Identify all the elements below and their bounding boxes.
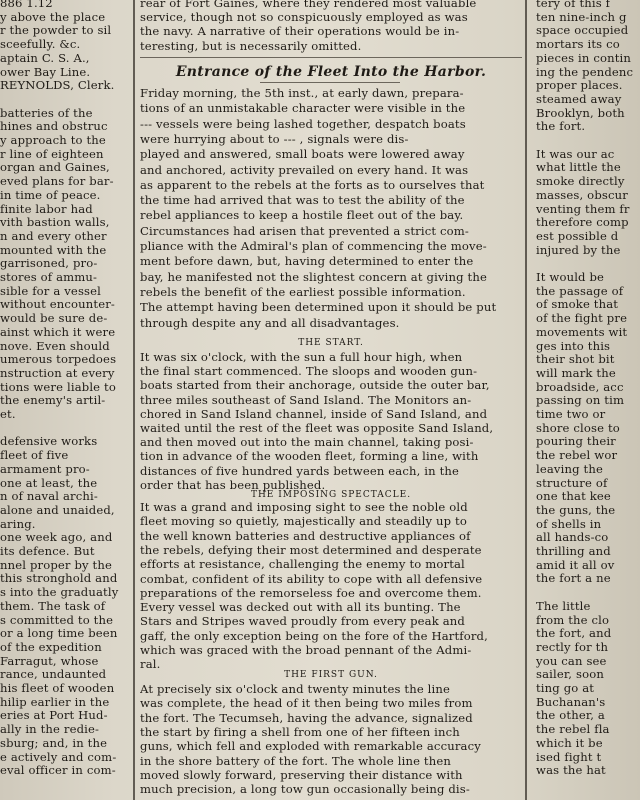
text-line: --- vessels were being lashed together, despatch boats: [140, 116, 466, 131]
text-line: the enemy's artil-: [0, 393, 106, 408]
text-line: The attempt having been determined upon it should be put: [140, 300, 497, 315]
text-line: masses, obscur: [536, 187, 628, 202]
text-line: nnel proper by the: [0, 557, 112, 572]
text-line: the fort a ne: [536, 571, 611, 586]
text-line: three miles southeast of Sand Island. The Monitors an-: [140, 392, 472, 407]
text-line: garrisoned, pro-: [0, 256, 98, 271]
text-line: tion in advance of the wooden fleet, forming a line, with: [140, 449, 479, 464]
text-line: n of naval archi-: [0, 489, 98, 504]
text-line: of smoke that: [536, 297, 619, 312]
text-line: aring.: [0, 516, 36, 531]
text-line: sible for a vessel: [0, 283, 102, 298]
text-line: was the hat: [536, 763, 606, 778]
text-line: the navy. A narrative of their operations would be in-: [140, 24, 460, 39]
text-line: nstruction at every: [0, 365, 115, 380]
text-line: Every vessel was decked out with all its bunting. The: [140, 600, 461, 615]
text-line: or a long time been: [0, 626, 118, 641]
text-line: s into the graduatly: [0, 585, 119, 600]
text-line: one that kee: [536, 489, 611, 504]
text-line: organ and Gaines,: [0, 160, 110, 175]
text-line: their shot bit: [536, 352, 615, 367]
text-line: gaff, the only exception being on the fore of the Hartford,: [140, 628, 488, 643]
text-line: order that has been published.: [140, 477, 326, 492]
text-line: as apparent to the rebels at the forts as to ourselves that: [140, 177, 485, 192]
text-line: eved plans for bar-: [0, 174, 114, 189]
text-line: stores of ammu-: [0, 270, 98, 284]
text-line: without encounter-: [0, 297, 115, 312]
text-line: rebels the benefit of the earliest possible information.: [140, 284, 466, 299]
text-line: rear of Fort Gaines, where they rendered most valuable: [140, 0, 477, 10]
text-line: ting go at: [536, 681, 595, 695]
text-line: fleet moving so quietly, majestically and steadily up to: [140, 514, 467, 529]
text-line: It was six o'clock, with the sun a full hour high, when: [140, 350, 463, 364]
text-line: tions of an unmistakable character were visible in the: [140, 101, 466, 116]
section-rule: [140, 57, 522, 58]
text-line: It was a grand and imposing sight to see the noble old: [140, 500, 468, 514]
text-line: tions were liable to: [0, 379, 116, 394]
text-line: structure of: [536, 475, 608, 490]
text-line: the fort, and: [536, 626, 612, 641]
text-line: hines and obstruc: [0, 119, 108, 134]
text-line: At precisely six o'clock and twenty minutes the line: [140, 682, 451, 696]
text-line: It would be: [536, 270, 605, 284]
text-line: est possible d: [536, 228, 619, 243]
text-line: ment before dawn, but, having determined to enter the: [140, 254, 474, 269]
text-line: pliance with the Admiral's plan of commencing the move-: [140, 239, 487, 253]
text-line: through despite any and all disadvantages.: [140, 315, 400, 330]
text-line: time two or: [536, 407, 606, 421]
text-line: n and every other: [0, 228, 107, 243]
text-line: tery of this f: [536, 0, 611, 10]
text-line: umerous torpedoes: [0, 352, 117, 367]
text-line: boats started from their anchorage, outside the outer bar,: [140, 378, 490, 393]
text-line: the passage of: [536, 283, 624, 298]
text-line: the fort. The Tecumseh, having the advance, signalized: [140, 710, 473, 725]
text-line: the start by firing a shell from one of her fifteen inch: [140, 724, 460, 739]
text-line: broadside, acc: [536, 379, 624, 394]
text-line: of shells in: [536, 516, 602, 531]
text-line: sceefully. &c.: [0, 37, 81, 52]
text-line: which was graced with the broad pennant of the Admi-: [140, 643, 472, 657]
text-line: its defence. But: [0, 544, 95, 558]
text-line: smoke directly: [536, 174, 625, 189]
text-line: hilip earlier in the: [0, 694, 110, 709]
text-line: all hands-co: [536, 530, 609, 545]
text-line: amid it all ov: [536, 557, 615, 572]
text-line: finite labor had: [0, 201, 93, 216]
text-line: injured by the: [536, 242, 621, 257]
text-line: alone and unaided,: [0, 502, 115, 517]
text-line: vith bastion walls,: [0, 215, 110, 230]
text-line: r the powder to sil: [0, 23, 112, 38]
text-line: rebel appliances to keep a hostile fleet out of the bay.: [140, 208, 464, 223]
right-column: [530, 0, 640, 800]
middle-column: [140, 0, 522, 800]
text-line: distances of five hundred yards between each, in the: [140, 463, 460, 478]
subhead-first-gun: THE FIRST GUN.: [284, 670, 378, 680]
text-line: REYNOLDS, Clerk.: [0, 78, 115, 93]
left-column: [0, 0, 130, 800]
text-line: ral.: [140, 657, 161, 672]
text-line: Farragut, whose: [0, 653, 99, 668]
text-line: was complete, the head of it then being two miles from: [140, 696, 473, 711]
text-line: movements wit: [536, 324, 628, 339]
text-line: the final start commenced. The sloops and wooden gun-: [140, 364, 478, 379]
text-line: bay, he manifested not the slightest concern at giving the: [140, 269, 487, 284]
text-line: in time of peace.: [0, 187, 101, 202]
text-line: one at least, the: [0, 475, 98, 490]
text-line: Buchanan's: [536, 694, 606, 709]
text-line: shore close to: [536, 420, 620, 435]
text-line: chored in Sand Island channel, inside of Sand Island, and: [140, 406, 488, 421]
text-line: from the clo: [536, 612, 610, 627]
column-rule: [525, 0, 527, 800]
text-line: pouring their: [536, 434, 616, 449]
text-line: played and answered, small boats were lowered away: [140, 147, 465, 162]
text-line: defensive works: [0, 434, 98, 449]
text-line: waited until the rest of the fleet was opposite Sand Island,: [140, 421, 494, 435]
text-line: et.: [0, 407, 16, 421]
text-line: proper places.: [536, 78, 623, 93]
text-line: rectly for th: [536, 639, 609, 654]
headline-rule: [260, 82, 400, 83]
text-line: Friday morning, the 5th inst., at early dawn, prepara-: [140, 86, 464, 100]
text-line: batteries of the: [0, 105, 93, 120]
subhead-start: THE START.: [298, 338, 364, 348]
text-line: steamed away: [536, 91, 622, 106]
text-line: would be sure de-: [0, 311, 108, 326]
text-line: y approach to the: [0, 133, 106, 147]
text-line: rance, undaunted: [0, 667, 107, 682]
text-line: fleet of five: [0, 448, 69, 463]
text-line: ing the pendenc: [536, 64, 634, 79]
text-line: ges into this: [536, 338, 611, 353]
text-line: leaving the: [536, 461, 603, 476]
text-line: the rebels, defying their most determined and desperate: [140, 542, 482, 557]
text-line: r line of eighteen: [0, 146, 104, 161]
text-line: moved slowly forward, preserving their distance with: [140, 767, 463, 782]
text-line: were hurrying about to --- , signals were dis-: [140, 131, 409, 146]
text-line: armament pro-: [0, 461, 90, 476]
text-line: 886 1.12: [0, 0, 53, 10]
text-line: you can see: [536, 653, 607, 668]
text-line: ally in the redie-: [0, 722, 100, 737]
text-line: of the fight pre: [536, 311, 628, 326]
text-line: efforts at resistance, challenging the enemy to mortal: [140, 557, 465, 572]
text-line: ised fight t: [536, 749, 602, 764]
text-line: mounted with the: [0, 242, 107, 257]
text-line: combat, confident of its ability to cope with all defensive: [140, 571, 483, 586]
text-line: Circumstances had arisen that prevented a strict com-: [140, 223, 470, 238]
text-line: this stronghold and: [0, 571, 118, 586]
text-line: sailer, soon: [536, 667, 604, 682]
text-line: sburg; and, in the: [0, 735, 108, 750]
text-line: eval officer in com-: [0, 763, 116, 778]
text-line: pieces in contin: [536, 50, 632, 65]
text-line: nove. Even should: [0, 338, 110, 353]
text-line: teresting, but is necessarily omitted.: [140, 38, 362, 53]
text-line: the guns, the: [536, 502, 616, 517]
text-line: the rebel wor: [536, 448, 618, 463]
text-line: therefore comp: [536, 215, 629, 230]
text-line: Stars and Stripes waved proudly from every peak and: [140, 614, 465, 629]
text-line: the rebel fla: [536, 722, 610, 737]
text-line: thrilling and: [536, 544, 611, 558]
text-line: The little: [536, 598, 591, 613]
text-line: Brooklyn, both: [536, 105, 625, 120]
text-line: passing on tim: [536, 393, 625, 408]
text-line: y above the place: [0, 9, 106, 24]
text-line: his fleet of wooden: [0, 681, 115, 695]
column-rule: [133, 0, 135, 800]
text-line: them. The task of: [0, 598, 106, 613]
text-line: what little the: [536, 160, 621, 175]
text-line: the well known batteries and destructive appliances of: [140, 528, 471, 543]
text-line: and anchored, activity prevailed on every hand. It was: [140, 162, 469, 177]
text-line: service, though not so conspicuously employed as was: [140, 10, 468, 25]
text-line: ten nine-inch g: [536, 9, 627, 24]
text-line: guns, which fell and exploded with remarkable accuracy: [140, 739, 481, 754]
text-line: the other, a: [536, 708, 605, 723]
subhead-spectacle: THE IMPOSING SPECTACLE.: [250, 490, 412, 500]
text-line: in the shore battery of the fort. The whole line then: [140, 753, 451, 768]
text-line: s committed to the: [0, 612, 114, 627]
text-line: ower Bay Line.: [0, 64, 91, 79]
text-line: the time had arrived that was to test the ability of the: [140, 193, 465, 208]
text-line: of the expedition: [0, 639, 102, 654]
text-line: which it be: [536, 735, 603, 750]
text-line: preparations of the remorseless foe and overcome them.: [140, 585, 482, 600]
text-line: ainst which it were: [0, 324, 116, 339]
text-line: the fort.: [536, 119, 586, 134]
text-line: It was our ac: [536, 146, 615, 161]
text-line: will mark the: [536, 365, 616, 380]
text-line: aptain C. S. A.,: [0, 50, 90, 65]
article-headline: Entrance of the Fleet Into the Harbor.: [175, 64, 487, 80]
text-line: one week ago, and: [0, 530, 113, 545]
text-line: much precision, a long tow gun occasionally being dis-: [140, 782, 470, 797]
text-line: mortars its co: [536, 37, 620, 52]
text-line: space occupied: [536, 23, 629, 38]
text-line: venting them fr: [536, 201, 630, 216]
text-line: e actively and com-: [0, 749, 117, 764]
text-line: eries at Port Hud-: [0, 708, 108, 723]
text-line: and then moved out into the main channel, taking posi-: [140, 435, 474, 450]
